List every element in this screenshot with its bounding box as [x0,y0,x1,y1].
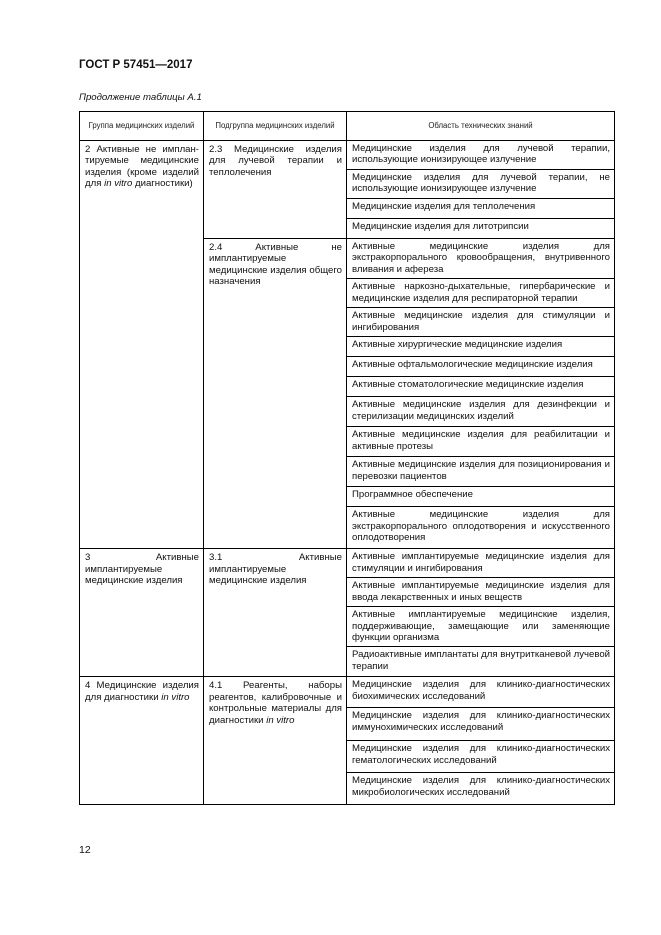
area-row [347,397,614,427]
area-cell [347,141,615,239]
area-item: Активные медицинские изделия для экстракорпорального оплодотворения и искусственного оплодотворения [352,509,610,544]
area-item: Медицинские изделия для клинико-диагностических биохимических исследований [347,677,614,708]
area-row [347,357,614,377]
area-item: Активные медицинские изделия для стимуляции и ингибирования [347,308,614,337]
group-label: 3 Активные имплантируемые медицинские изделия [85,552,199,587]
area-row [347,647,614,677]
column-header-subgroup: Подгруппа медицинских изделий [204,112,347,141]
area-row [347,337,614,357]
subgroup-label: 2.3 Медицинские изделия для лучевой терапии и теплолечения [209,144,342,178]
subgroup-cell [204,141,347,239]
table-header-row [80,112,615,141]
group-cell [80,677,204,805]
table-row [80,549,615,677]
area-row [347,377,614,397]
subgroup-cell [204,239,347,549]
area-row [347,487,614,507]
area-item: Активные медицинские изделия для реабилитации и активные протезы [347,427,614,457]
group-label: 4 Медицинские изделия для диагностики in vitro [85,680,199,703]
area-item: Медицинские изделия для клинико-диагностических микробиологических исследований [352,775,610,798]
document-header: ГОСТ Р 57451—2017 [79,59,193,71]
area-item: Активные наркозно-дыхательные, гипербарические и медицинские изделия для респираторной терапии [347,279,614,308]
area-item: Медицинские изделия для литотрипсии [352,221,529,232]
table-caption: Продолжение таблицы А.1 [79,92,202,103]
area-row [347,607,614,647]
column-header-group: Группа медицинских изделий [80,112,204,141]
subgroup-cell [204,677,347,805]
group-cell [80,549,204,677]
area-list [347,239,614,548]
subgroup-label: 2.4 Активные не имплантируемые медицинские изделия общего назначения [209,242,342,288]
area-list [347,549,614,676]
area-row [347,199,614,219]
area-list [347,677,614,804]
area-row [347,741,614,773]
area-row [347,773,614,805]
area-item: Активные имплантируемые медицинские изделия для стимуляции и ингибирования [347,549,614,578]
area-row [347,677,614,708]
area-cell [347,549,615,677]
area-row [347,578,614,607]
area-item: Активные медицинские изделия для экстракорпорального кровообращения, внутривенного вливания и афереза [347,239,614,279]
group-label: 2 Активные не имплан-тируемые медицинские изделия (кроме изделий для in vitro диагностики) [85,144,199,190]
area-list [347,141,614,238]
area-row [347,279,614,308]
subgroup-label: 4.1 Реагенты, наборы реагентов, калибровочные и контрольные материалы для диагностики in vitro [209,680,342,726]
area-row [347,549,614,578]
area-item: Медицинские изделия для клинико-диагностических иммунохимических исследований [347,708,614,741]
subgroup-label: 3.1 Активные имплантируемые медицинские изделия [209,552,342,587]
area-cell [347,239,615,549]
area-row [347,308,614,337]
area-item: Активные медицинские изделия для дезинфекции и стерилизации медицинских изделий [347,397,614,427]
area-item: Активные хирургические медицинские изделия [347,337,614,357]
area-item: Активные медицинские изделия для позиционирования и перевозки пациентов [347,457,614,487]
classification-table [79,111,615,805]
table-body [80,141,615,805]
area-row [347,219,614,239]
area-item: Медицинские изделия для теплолечения [347,199,614,219]
area-item: Активные имплантируемые медицинские изделия для ввода лекарственных и иных веществ [347,578,614,607]
area-row [347,239,614,279]
page-number: 12 [79,844,91,856]
area-item: Медицинские изделия для лучевой терапии, не использующие ионизирующее излучение [347,170,614,199]
area-item: Медицинские изделия для клинико-диагностических гематологических исследований [347,741,614,773]
table-row [80,677,615,805]
area-item: Активные стоматологические медицинские изделия [347,377,614,397]
group-cell [80,141,204,549]
column-header-area: Область технических знаний [347,112,615,141]
table-row [80,141,615,239]
area-cell [347,677,615,805]
area-row [347,457,614,487]
area-item: Радиоактивные имплантаты для внутритканевой лучевой терапии [352,649,611,672]
area-item: Программное обеспечение [347,487,614,507]
area-item: Медицинские изделия для лучевой терапии, использующие ионизирующее излучение [347,141,614,170]
area-row [347,141,614,170]
area-item: Активные офтальмологические медицинские изделия [347,357,614,377]
area-row [347,507,614,549]
subgroup-cell [204,549,347,677]
area-item: Активные имплантируемые медицинские изделия, поддерживающие, замещающие или заменяющие функции организма [347,607,614,647]
area-row [347,170,614,199]
area-row [347,427,614,457]
area-row [347,708,614,741]
